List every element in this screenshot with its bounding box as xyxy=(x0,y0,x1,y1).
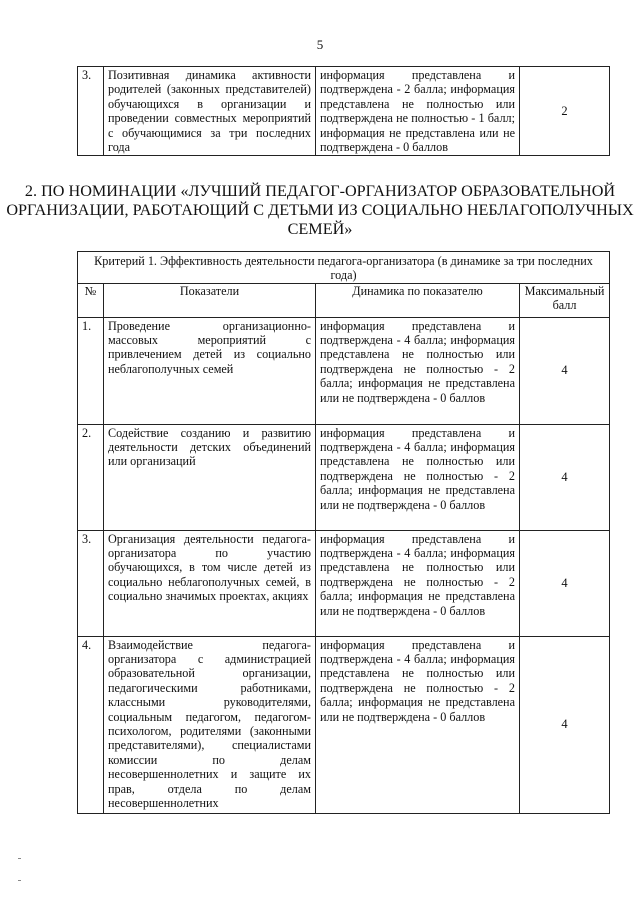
indicator-cell: Организация деятельности педагога-организатора по участию обучающихся, в том числе детей из социально неблагополучных семей, в социально значимых проектах, акциях xyxy=(104,530,316,636)
header-number: № xyxy=(78,283,104,317)
indicator-cell: Содействие созданию и развитию деятельности детских объединений или организаций xyxy=(104,424,316,530)
top-criteria-table xyxy=(77,66,610,156)
row-number: 4. xyxy=(78,636,104,813)
criteria-table xyxy=(77,251,610,814)
section-title: 2. ПО НОМИНАЦИИ «ЛУЧШИЙ ПЕДАГОГ-ОРГАНИЗАТОР ОБРАЗОВАТЕЛЬНОЙ ОРГАНИЗАЦИИ, РАБОТАЮЩИЙ С ДЕТЬМИ ИЗ СОЦИАЛЬНО НЕБЛАГОПОЛУЧНЫХ СЕМЕЙ» xyxy=(6,182,634,238)
criterion-row xyxy=(78,252,610,284)
max-score-cell: 4 xyxy=(520,530,610,636)
indicator-cell: Проведение организационно-массовых мероприятий с привлечением детей из социально неблагополучных семей xyxy=(104,317,316,424)
dynamics-cell: информация представлена и подтверждена - 4 балла; информация представлена не полностью или подтверждена не полностью - 2 балла; информация не представлена или не подтверждена - 0 баллов xyxy=(316,636,520,813)
table-row xyxy=(78,530,610,636)
max-score-cell: 2 xyxy=(520,67,610,156)
dynamics-cell: информация представлена и подтверждена - 2 балла; информация представлена не полностью или подтверждена не полностью - 1 балл; информация не представлена или не подтверждена - 0 баллов xyxy=(316,67,520,156)
table-row xyxy=(78,636,610,813)
row-number: 3. xyxy=(78,530,104,636)
scan-artifact xyxy=(18,858,21,859)
dynamics-cell: информация представлена и подтверждена - 4 балла; информация представлена не полностью или подтверждена не полностью - 2 балла; информация не представлена или не подтверждена - 0 баллов xyxy=(316,530,520,636)
header-indicators: Показатели xyxy=(104,283,316,317)
max-score-cell: 4 xyxy=(520,636,610,813)
dynamics-cell: информация представлена и подтверждена - 4 балла; информация представлена не полностью или подтверждена не полностью - 2 балла; информация не представлена или не подтверждена - 0 баллов xyxy=(316,317,520,424)
row-number: 1. xyxy=(78,317,104,424)
table-row xyxy=(78,424,610,530)
page-number: 5 xyxy=(316,37,324,52)
row-number: 2. xyxy=(78,424,104,530)
indicator-cell: Взаимодействие педагога-организатора с администрацией образовательной организации, педагогическими работниками, классными руководителями, социальным педагогом, педагогом-психологом, родителями (законными представителями), специалистами комиссии по делам несовершеннолетних и защите их прав, отдела по делам несовершеннолетних xyxy=(104,636,316,813)
header-row xyxy=(78,283,610,317)
header-dynamics: Динамика по показателю xyxy=(316,283,520,317)
indicator-cell: Позитивная динамика активности родителей (законных представителей) обучающихся в организации и проведении совместных мероприятий с обучающимися за три последних года xyxy=(104,67,316,156)
header-max-score: Максимальный балл xyxy=(520,283,610,317)
max-score-cell: 4 xyxy=(520,424,610,530)
criterion-title: Критерий 1. Эффективность деятельности педагога-организатора (в динамике за три последних года) xyxy=(78,252,610,284)
table-row xyxy=(78,67,610,156)
table-row xyxy=(78,317,610,424)
row-number: 3. xyxy=(78,67,104,156)
max-score-cell: 4 xyxy=(520,317,610,424)
dynamics-cell: информация представлена и подтверждена - 4 балла; информация представлена не полностью или подтверждена не полностью - 2 балла; информация не представлена или не подтверждена - 0 баллов xyxy=(316,424,520,530)
scan-artifact xyxy=(18,880,21,881)
